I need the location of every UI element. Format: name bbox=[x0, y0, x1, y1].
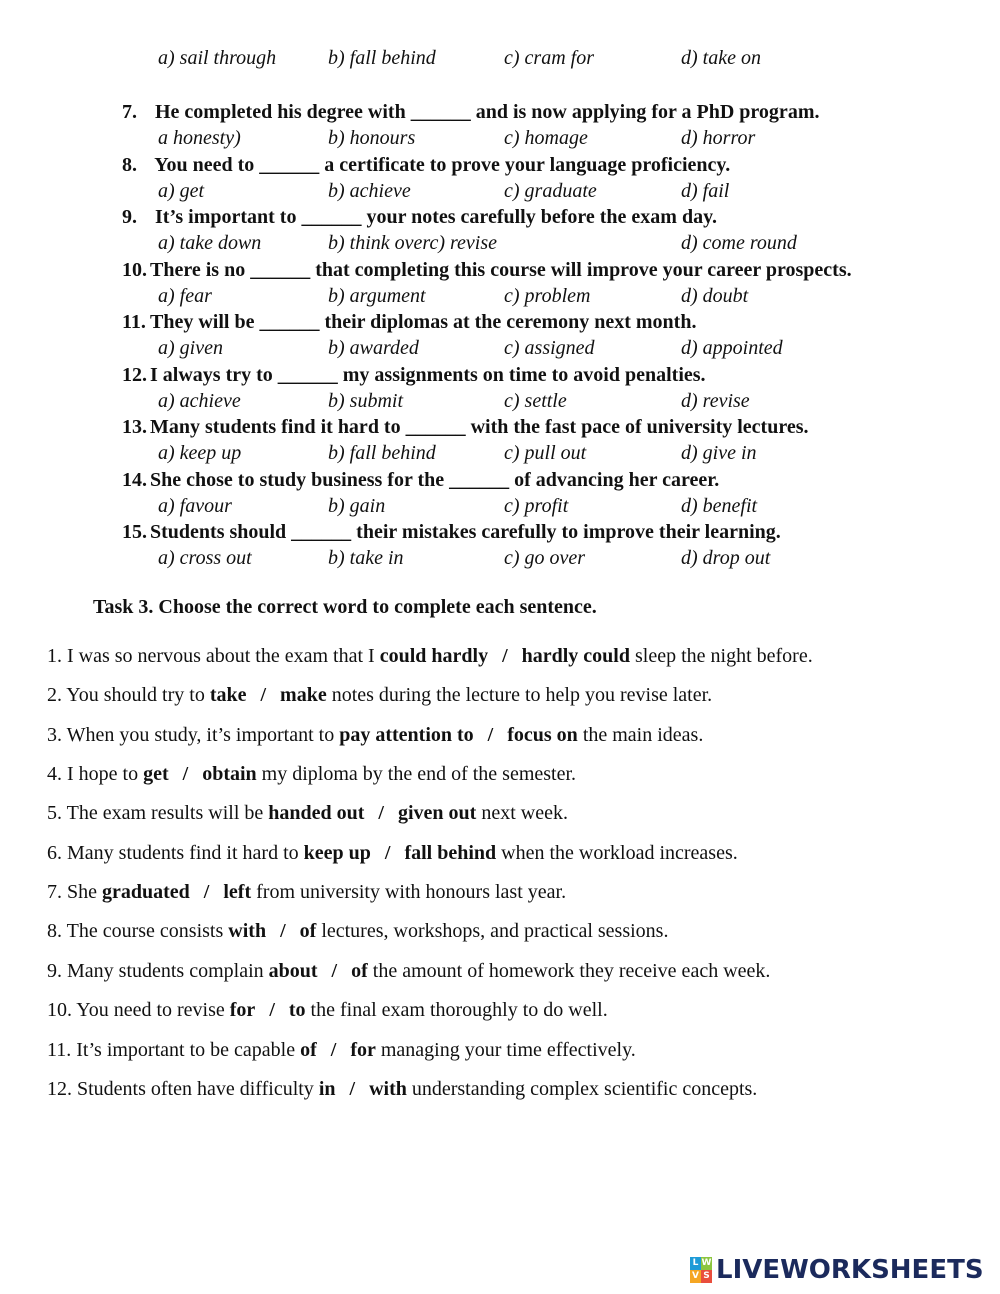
task3-sentence-5: 5. The exam results will be handed out / given out next week. bbox=[47, 802, 568, 824]
choice-1[interactable]: of bbox=[300, 1039, 317, 1061]
options-14 bbox=[0, 495, 1000, 521]
options-12 bbox=[0, 390, 1000, 416]
option-d[interactable]: d) doubt bbox=[681, 285, 749, 307]
question-10: 10. There is no ______ that completing this course will improve your career prospects. bbox=[122, 259, 852, 281]
option-c[interactable]: c) go over bbox=[504, 547, 586, 569]
question-14: 14. She chose to study business for the ______ of advancing her career. bbox=[122, 469, 720, 491]
option-b[interactable]: b) awarded bbox=[328, 337, 419, 359]
option-c[interactable]: c) cram for bbox=[504, 47, 594, 69]
option-d[interactable]: d) come round bbox=[681, 232, 797, 254]
option-a[interactable]: a) given bbox=[158, 337, 223, 359]
question-15: 15. Students should ______ their mistakes carefully to improve their learning. bbox=[122, 521, 781, 543]
choice-2[interactable]: make bbox=[280, 684, 327, 706]
option-d[interactable]: d) revise bbox=[681, 390, 750, 412]
task3-sentence-4: 4. I hope to get / obtain my diploma by the end of the semester. bbox=[47, 763, 577, 785]
question-7: 7. He completed his degree with ______ and is now applying for a PhD program. bbox=[122, 101, 820, 123]
task3-sentence-1: 1. I was so nervous about the exam that I could hardly / hardly could sleep the night before. bbox=[47, 645, 813, 667]
choice-2[interactable]: focus on bbox=[507, 724, 578, 746]
option-b[interactable]: b) achieve bbox=[328, 180, 411, 202]
option-c[interactable]: c) settle bbox=[504, 390, 567, 412]
option-d[interactable]: d) appointed bbox=[681, 337, 783, 359]
option-d[interactable]: d) fail bbox=[681, 180, 730, 202]
choice-2[interactable]: fall behind bbox=[404, 842, 497, 864]
logo-text: LIVEWORKSHEETS bbox=[716, 1255, 984, 1285]
option-a[interactable]: a) keep up bbox=[158, 442, 242, 464]
choice-2[interactable]: of bbox=[351, 960, 368, 982]
option-a[interactable]: a) get bbox=[158, 180, 205, 202]
option-a[interactable]: a) fear bbox=[158, 285, 212, 307]
option-a[interactable]: a) take down bbox=[158, 232, 262, 254]
option-c[interactable]: c) problem bbox=[504, 285, 591, 307]
question-11: 11. They will be ______ their diplomas at the ceremony next month. bbox=[122, 311, 697, 333]
task3-sentence-10: 10. You need to revise for / to the final exam thoroughly to do well. bbox=[47, 999, 608, 1021]
option-b[interactable]: b) argument bbox=[328, 285, 426, 307]
choice-1[interactable]: for bbox=[229, 999, 256, 1021]
question-9: 9. It’s important to ______ your notes carefully before the exam day. bbox=[122, 206, 717, 228]
option-a[interactable]: a) favour bbox=[158, 495, 232, 517]
choice-1[interactable]: with bbox=[228, 920, 267, 942]
choice-2[interactable]: of bbox=[299, 920, 317, 942]
task3-sentence-3: 3. When you study, it’s important to pay attention to / focus on the main ideas. bbox=[47, 724, 704, 746]
choice-2[interactable]: hardly could bbox=[521, 645, 630, 667]
option-b[interactable]: b) take in bbox=[328, 547, 404, 569]
task3-sentence-9: 9. Many students complain about / of the amount of homework they receive each week. bbox=[47, 960, 771, 982]
option-d[interactable]: d) benefit bbox=[681, 495, 758, 517]
liveworksheets-logo[interactable] bbox=[690, 1254, 984, 1286]
options-8 bbox=[0, 180, 1000, 206]
option-d[interactable]: d) horror bbox=[681, 127, 756, 149]
choice-1[interactable]: in bbox=[318, 1078, 336, 1100]
option-a[interactable]: a honesty) bbox=[158, 127, 241, 149]
option-b[interactable]: b) submit bbox=[328, 390, 403, 412]
options-15 bbox=[0, 547, 1000, 573]
choice-2[interactable]: for bbox=[350, 1039, 376, 1061]
choice-2[interactable]: to bbox=[288, 999, 306, 1021]
choice-1[interactable]: about bbox=[268, 960, 318, 982]
choice-1[interactable]: could hardly bbox=[379, 645, 489, 667]
task3-title: Task 3. Choose the correct word to complete each sentence. bbox=[93, 596, 597, 618]
choice-1[interactable]: pay attention to bbox=[339, 724, 474, 746]
option-b[interactable]: b) honours bbox=[328, 127, 416, 149]
task3-sentence-6: 6. Many students find it hard to keep up / fall behind when the workload increases. bbox=[47, 842, 738, 864]
options-13 bbox=[0, 442, 1000, 468]
option-c[interactable]: c) profit bbox=[504, 495, 569, 517]
option-b[interactable]: b) gain bbox=[328, 495, 386, 517]
option-d[interactable]: d) drop out bbox=[681, 547, 771, 569]
option-c[interactable]: c) graduate bbox=[504, 180, 597, 202]
logo-badge-icon: L W V S bbox=[690, 1257, 712, 1283]
choice-1[interactable]: get bbox=[143, 763, 169, 785]
choice-1[interactable]: take bbox=[209, 684, 247, 706]
option-a[interactable]: a) cross out bbox=[158, 547, 252, 569]
choice-2[interactable]: given out bbox=[397, 802, 477, 824]
option-b[interactable]: b) fall behind bbox=[328, 47, 436, 69]
choice-1[interactable]: graduated bbox=[102, 881, 190, 903]
question-12: 12. I always try to ______ my assignments on time to avoid penalties. bbox=[122, 364, 706, 386]
option-b[interactable]: b) fall behind bbox=[328, 442, 436, 464]
task3-sentence-11: 11. It’s important to be capable of / for managing your time effectively. bbox=[47, 1039, 636, 1061]
option-a[interactable]: a) achieve bbox=[158, 390, 241, 412]
task3-sentence-7: 7. She graduated / left from university with honours last year. bbox=[47, 881, 567, 903]
options-9 bbox=[0, 232, 1000, 258]
option-c[interactable]: c) pull out bbox=[504, 442, 587, 464]
option-d[interactable]: d) give in bbox=[681, 442, 757, 464]
choice-2[interactable]: left bbox=[223, 881, 252, 903]
choice-1[interactable]: keep up bbox=[303, 842, 371, 864]
option-d[interactable]: d) take on bbox=[681, 47, 761, 69]
options-7 bbox=[0, 127, 1000, 153]
question-8: 8. You need to ______ a certificate to prove your language proficiency. bbox=[122, 154, 731, 176]
choice-1[interactable]: handed out bbox=[268, 802, 365, 824]
option-c[interactable]: c) assigned bbox=[504, 337, 595, 359]
task3-sentence-2: 2. You should try to take / make notes during the lecture to help you revise later. bbox=[47, 684, 713, 706]
question-13: 13. Many students find it hard to ______ with the fast pace of university lectures. bbox=[122, 416, 809, 438]
options-11 bbox=[0, 337, 1000, 363]
choice-2[interactable]: with bbox=[369, 1078, 407, 1100]
task3-sentence-12: 12. Students often have difficulty in / with understanding complex scientific concepts. bbox=[47, 1078, 758, 1100]
prev-options-row bbox=[0, 47, 1000, 73]
option-a[interactable]: a) sail through bbox=[158, 47, 277, 69]
option-c[interactable]: c) homage bbox=[504, 127, 588, 149]
option-b[interactable]: b) think overc) revise bbox=[328, 232, 497, 254]
task3-sentence-8: 8. The course consists with / of lectures, workshops, and practical sessions. bbox=[47, 920, 669, 942]
choice-2[interactable]: obtain bbox=[202, 763, 257, 785]
options-10 bbox=[0, 285, 1000, 311]
